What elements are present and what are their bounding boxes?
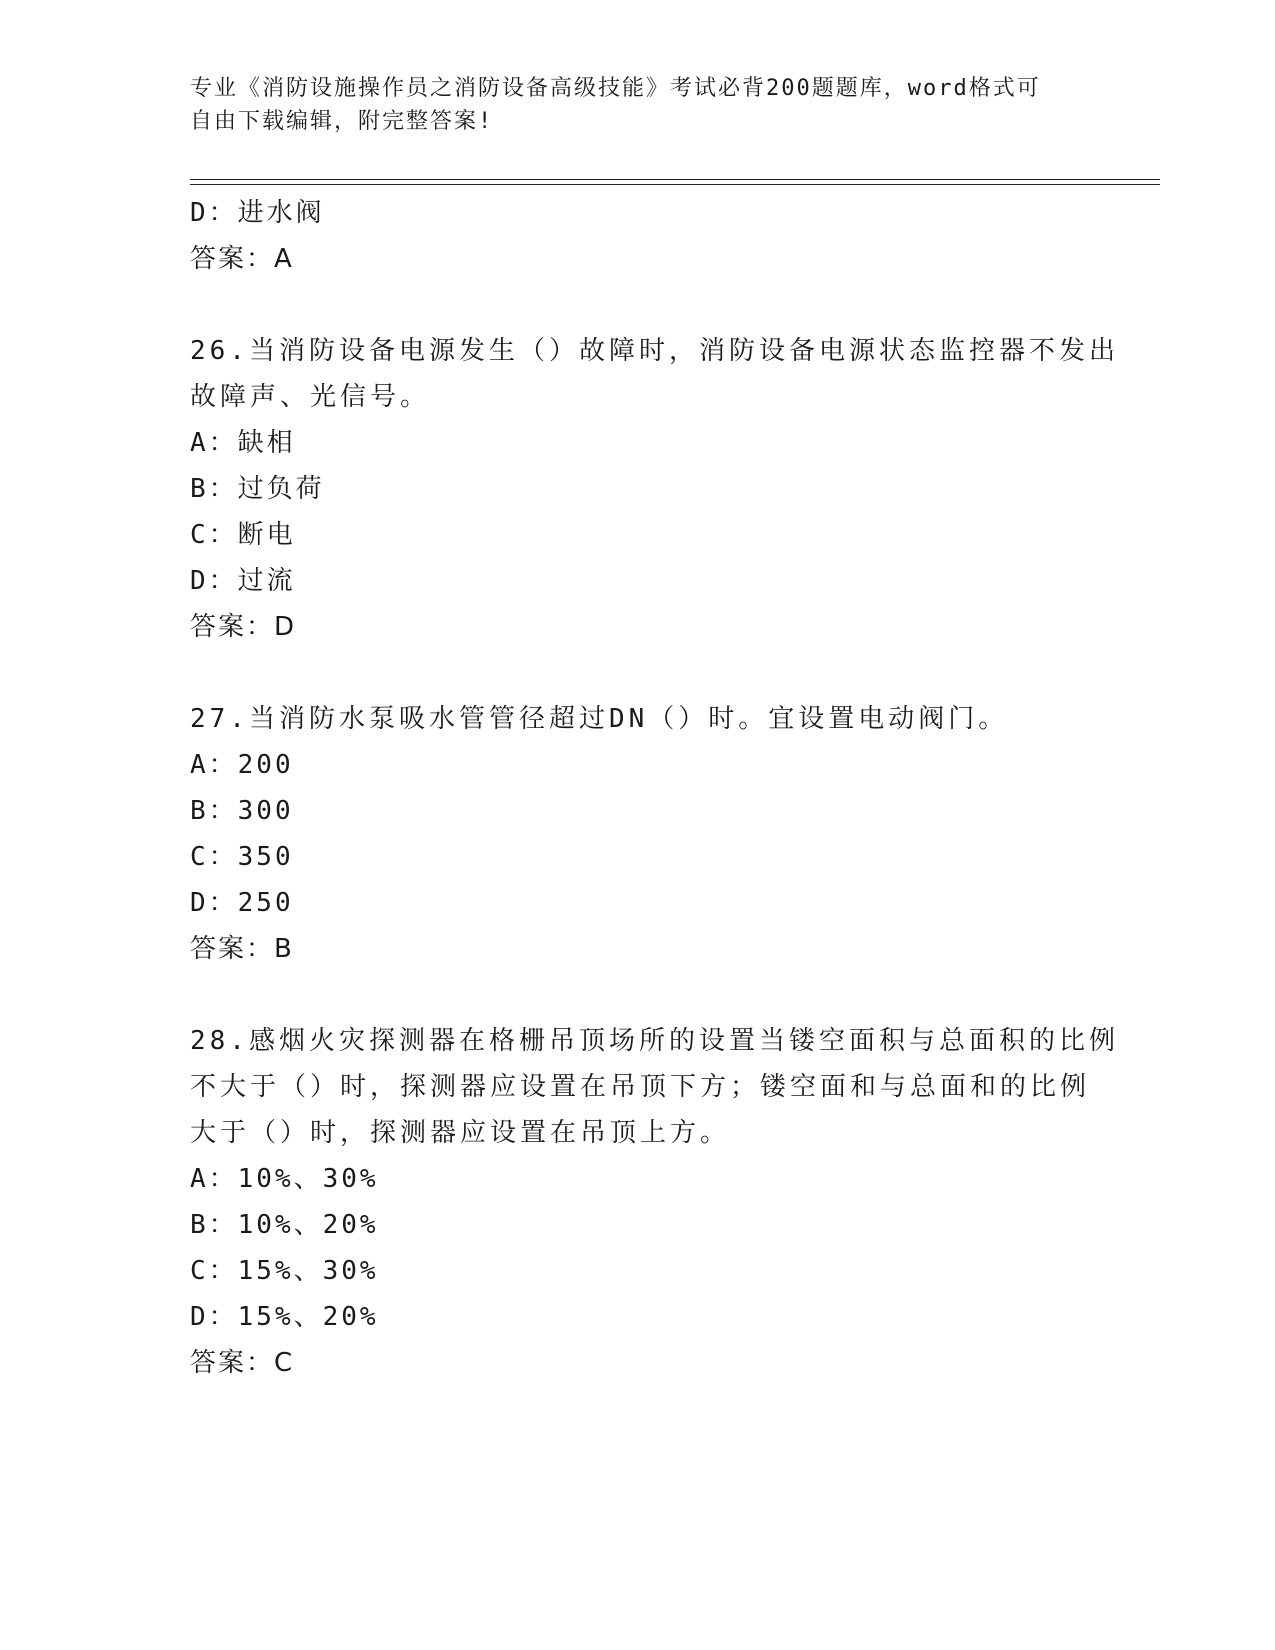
option-b: B：300	[190, 796, 294, 826]
question-stem: 27.当消防水泵吸水管管径超过DN（）时。宜设置电动阀门。	[190, 704, 1009, 734]
question-stem: 故障声、光信号。	[190, 382, 431, 412]
spacer	[190, 972, 1090, 1018]
question-stem: 26.当消防设备电源发生（）故障时，消防设备电源状态监控器不发出	[190, 336, 1119, 366]
option-d: D：15%、20%	[190, 1302, 379, 1332]
option-c: C：断电	[190, 520, 296, 550]
question-26	[190, 328, 1119, 650]
header-divider-bottom	[190, 184, 1160, 185]
answer: 答案：D	[190, 612, 297, 642]
question-stem: 大于（）时，探测器应设置在吊顶上方。	[190, 1118, 731, 1148]
header-divider-top	[190, 179, 1160, 180]
header-title-line-2: 自由下载编辑，附完整答案!	[190, 109, 494, 134]
question-25-tail	[190, 190, 1090, 282]
option-d: D：进水阀	[190, 198, 325, 228]
option-b: B：10%、20%	[190, 1210, 379, 1240]
question-stem: 28.感烟火灾探测器在格栅吊顶场所的设置当镂空面积与总面积的比例	[190, 1026, 1119, 1056]
header-title-line-1: 专业《消防设施操作员之消防设备高级技能》考试必背200题题库，word格式可	[190, 76, 1041, 101]
question-28	[190, 1018, 1119, 1386]
document-header	[190, 72, 1090, 138]
question-stem: 不大于（）时，探测器应设置在吊顶下方；镂空面和与总面和的比例	[190, 1072, 1091, 1102]
option-b: B：过负荷	[190, 474, 325, 504]
question-27	[190, 696, 1090, 972]
option-c: C：350	[190, 842, 294, 872]
option-a: A：缺相	[190, 428, 296, 458]
option-a: A：200	[190, 750, 294, 780]
answer: 答案：C	[190, 1348, 295, 1378]
answer: 答案：A	[190, 244, 294, 274]
answer: 答案：B	[190, 934, 294, 964]
option-a: A：10%、30%	[190, 1164, 379, 1194]
spacer	[190, 650, 1090, 696]
spacer	[190, 282, 1090, 328]
option-d: D：过流	[190, 566, 296, 596]
option-c: C：15%、30%	[190, 1256, 379, 1286]
question-list	[190, 190, 1119, 1386]
option-d: D：250	[190, 888, 294, 918]
